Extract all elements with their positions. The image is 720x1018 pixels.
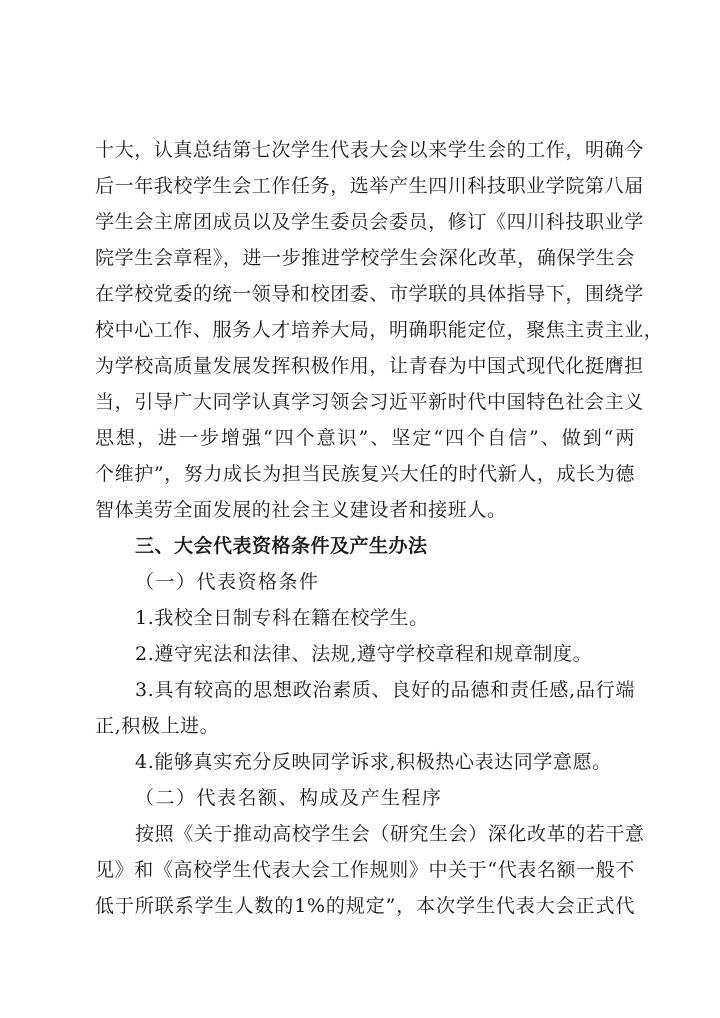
section-heading: 三、大会代表资格条件及产生办法 bbox=[135, 535, 428, 557]
paragraph-line: 在学校党委的统一领导和校团委、市学联的具体指导下，围绕学 bbox=[95, 283, 644, 305]
paragraph-line: 当，引导广大同学认真学习领会习近平新时代中国特色社会主义 bbox=[95, 391, 644, 413]
paragraph-line: 按照《关于推动高校学生会（研究生会）深化改革的若干意 bbox=[135, 823, 645, 845]
paragraph-line: 智体美劳全面发展的社会主义建设者和接班人。 bbox=[95, 499, 507, 521]
paragraph-line: 院学生会章程》，进一步推进学校学生会深化改革，确保学生会 bbox=[95, 247, 635, 269]
list-item: 4.能够真实充分反映同学诉求,积极热心表达同学意愿。 bbox=[135, 751, 612, 773]
paragraph-line: 后一年我校学生会工作任务，选举产生四川科技职业学院第八届 bbox=[95, 175, 644, 197]
paragraph-line: 低于所联系学生人数的1%的规定”，本次学生代表大会正式代 bbox=[95, 895, 635, 917]
subsection-heading: （一）代表资格条件 bbox=[135, 571, 320, 593]
paragraph-line: 见》和《高校学生代表大会工作规则》中关于“代表名额一般不 bbox=[95, 859, 635, 881]
paragraph-line: 学生会主席团成员以及学生委员会委员，修订《四川科技职业学 bbox=[95, 211, 644, 233]
list-item: 3.具有较高的思想政治素质、良好的品德和责任感,品行端 bbox=[135, 679, 635, 701]
paragraph-line: 思想，进一步增强“四个意识”、坚定“四个自信”、做到“两 bbox=[95, 427, 635, 449]
paragraph-line: 校中心工作、服务人才培养大局，明确职能定位，聚焦主责主业， bbox=[95, 319, 664, 341]
list-item: 正,积极上进。 bbox=[95, 715, 220, 737]
paragraph-line: 个维护”，努力成长为担当民族复兴大任的时代新人，成长为德 bbox=[95, 463, 635, 485]
list-item: 2.遵守宪法和法律、法规,遵守学校章程和规章制度。 bbox=[135, 643, 593, 665]
subsection-heading: （二）代表名额、构成及产生程序 bbox=[135, 787, 443, 809]
paragraph-line: 十大，认真总结第七次学生代表大会以来学生会的工作，明确今 bbox=[95, 139, 644, 161]
paragraph-line: 为学校高质量发展发挥积极作用，让青春为中国式现代化挺膺担 bbox=[95, 355, 644, 377]
list-item: 1.我校全日制专科在籍在校学生。 bbox=[135, 607, 429, 629]
